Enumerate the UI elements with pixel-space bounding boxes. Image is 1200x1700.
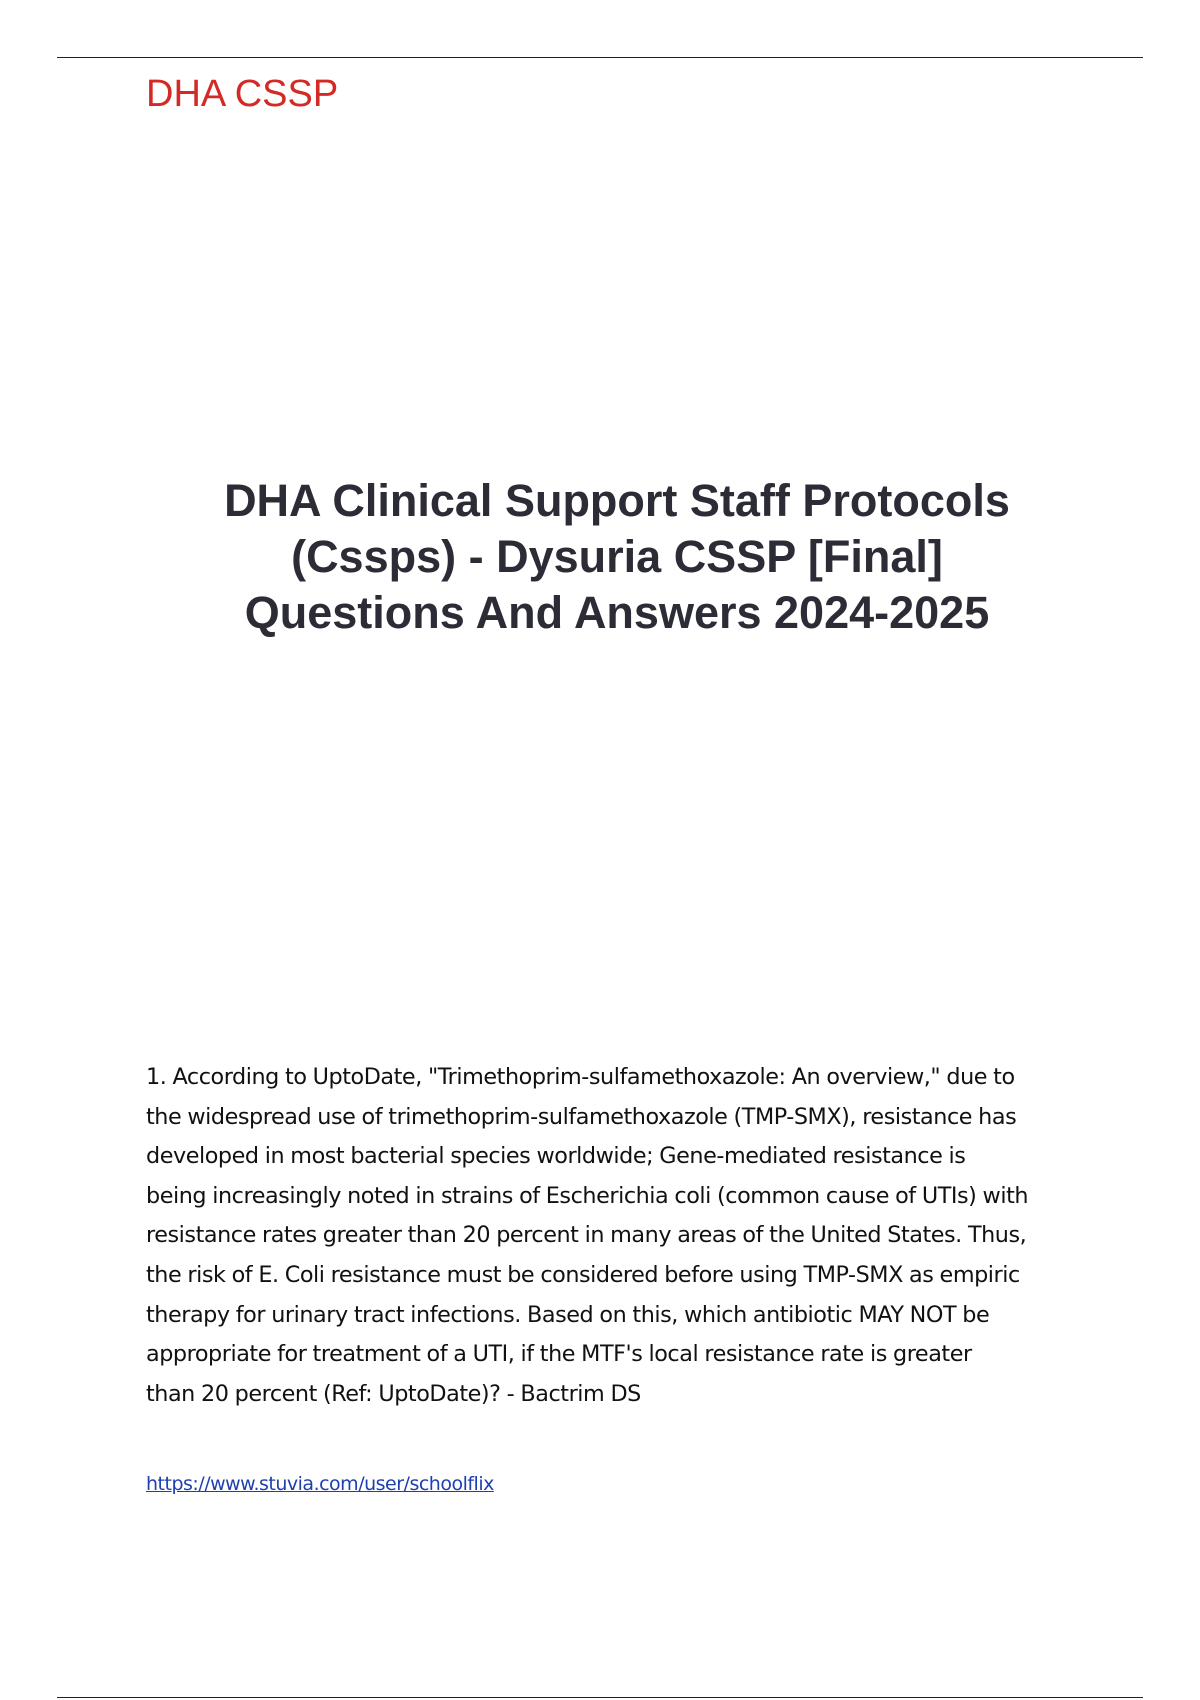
top-divider (57, 57, 1143, 58)
question-line: therapy for urinary tract infections. Based on this, which antibiotic MAY NOT be (146, 1301, 990, 1328)
question-paragraph (146, 1058, 1096, 1414)
question-line: developed in most bacterial species worldwide; Gene-mediated resistance is (146, 1143, 966, 1170)
question-line: than 20 percent (Ref: UptoDate)? - Bactrim DS (146, 1380, 641, 1407)
header-label: DHA CSSP (146, 73, 339, 115)
title-line: Questions And Answers 2024-2025 (244, 587, 990, 638)
question-line: resistance rates greater than 20 percent in many areas of the United States. Thus, (146, 1222, 1027, 1249)
title-line: (Cssps) - Dysuria CSSP [Final] (291, 531, 943, 582)
source-link[interactable]: https://www.stuvia.com/user/schoolflix (146, 1473, 494, 1495)
question-line: the risk of E. Coli resistance must be considered before using TMP-SMX as empiric (146, 1261, 1020, 1288)
question-line: being increasingly noted in strains of Escherichia coli (common cause of UTIs) with (146, 1182, 1029, 1209)
question-line: the widespread use of trimethoprim-sulfamethoxazole (TMP-SMX), resistance has (146, 1103, 1017, 1130)
question-line: 1. According to UptoDate, "Trimethoprim-sulfamethoxazole: An overview," due to (146, 1064, 1015, 1090)
title-line: DHA Clinical Support Staff Protocols (224, 475, 1010, 526)
document-title (150, 473, 1084, 641)
question-line: appropriate for treatment of a UTI, if the MTF's local resistance rate is greater (146, 1341, 972, 1368)
bottom-divider (57, 1697, 1143, 1698)
